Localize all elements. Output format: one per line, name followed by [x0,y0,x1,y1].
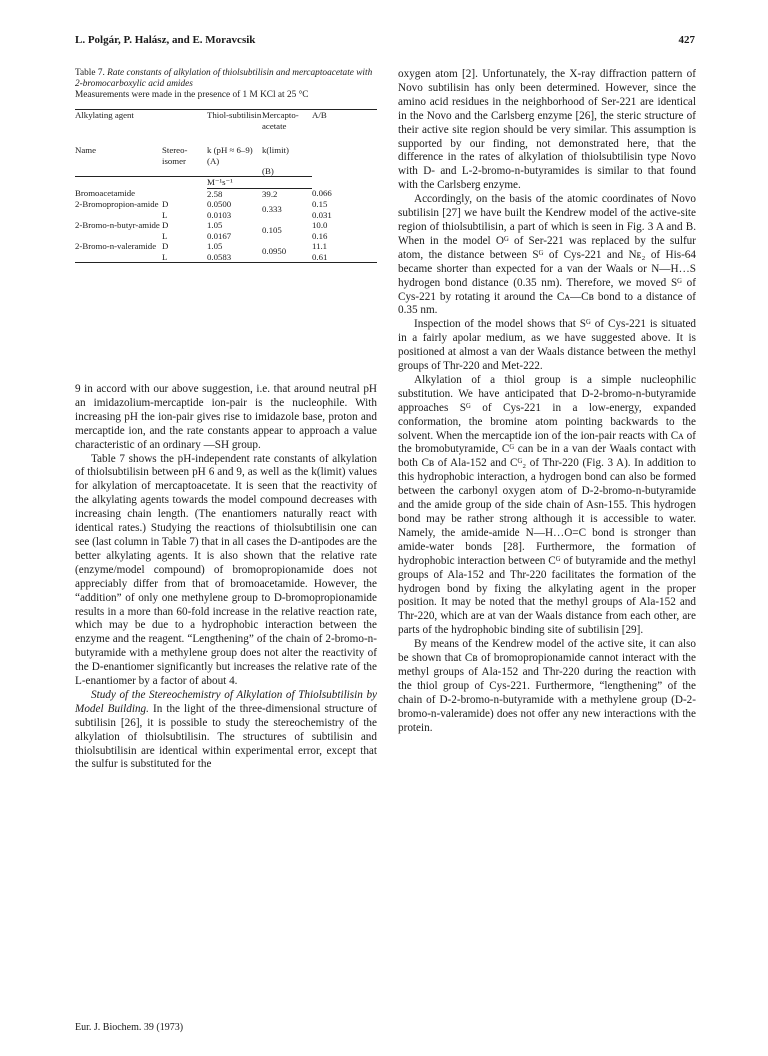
isomer-l: L [162,209,168,220]
left-column-text [75,383,377,772]
value-b: 0.105 [262,225,282,236]
table-row [75,199,377,220]
value-a-d: 0.0500 [207,199,232,209]
sub-head-k-ph: k (pH ≈ 6–9) [207,145,253,155]
table-block [75,68,377,263]
table-label: Table 7. [75,68,105,78]
isomer-l: L [162,230,168,241]
value-ab-l: 0.16 [312,230,328,241]
value-b: 0.0950 [262,241,312,263]
table-row [75,188,377,199]
rate-constants-table [75,109,377,263]
value-a: 2.58 [207,188,223,199]
table-caption [75,68,377,101]
page-number: 427 [678,34,695,46]
paragraph: oxygen atom [2]. Unfortunately, the X-ray diffraction pattern of Novo subtilisin has only been determined. However, since the amino acid residues in the neighborhood of Ser-221 are identical in the Novo and the Carlsberg enzyme [26], the steric structure of their active site region should be very similar. This assumption is supported by our finding, not demonstrated here, that the difference in the rates of alkylation of thiolsubtilisin type Novo with D- and L-2-bromo-n-butyramides is similar to that found with the Carlsberg enzyme. [398,68,696,192]
value-a-d: 1.05 [207,241,223,251]
table-note: Measurements were made in the presence of 1 M KCl at 25 °C [75,90,309,100]
value-ab-d: 10.0 [312,220,328,230]
sub-head-name: Name [75,131,162,177]
value-ab: 0.066 [312,188,332,198]
value-ab-d: 0.15 [312,199,328,209]
right-column-text [398,68,696,736]
table-title: Rate constants of alkylation of thiolsubtilisin and mercaptoacetate with 2-bromocarboxylic acid amides [75,68,373,89]
paragraph: Table 7 shows the pH-independent rate constants of alkylation of thiolsubtilisin between pH 6 and 9, as well as the k(limit) values for alkylation of mercaptoacetate. It is seen that the reactivity of the alkylating agents towards the model compound decreases with increasing chain length. (The enantiomers naturally react with identical rates.) Studying the reactions of thiolsubtilisin one can see (last column in Table 7) that in all cases the D-antipodes are the better alkylating agents. It is also shown that the relative rate (enzyme/model compound) of bromopropionamide does not appreciably differ from that of bromoacetamide. However, the “addition” of only one methylene group to D-bromopropionamide results in a more than 60-fold increase in the relative reaction rate, which may be due to a hydrophobic interaction between the enzyme and the reagent. “Lengthening” of the chain of 2-bromo-n-butyramide with a methylene group does not alter the reactivity of the D-enantiomer significantly but increases the relative rate of the L-enantiomer by a factor of about 4. [75,452,377,688]
section-heading: Study of the Stereochemistry of Alkylation of Thiolsubtilisin by Model Building. [75,688,377,715]
header-authors: L. Polgár, P. Halász, and E. Moravcsik [75,34,256,46]
running-header [75,34,695,46]
agent-name: Bromoacetamide [75,188,136,198]
value-ab-d: 11.1 [312,241,328,251]
paragraph [75,689,377,772]
value-a-l: 0.0103 [207,209,232,220]
paragraph: Accordingly, on the basis of the atomic coordinates of Novo subtilisin [27] we have built the Kendrew model of the active-site region of thiolsubtilisin, a part of which is seen in Fig. 3 A and B. When in the model Oᴳ of Ser-221 was replaced by the sulfur atom, the distance between Sᴳ of Cys-221 and Nᴇ₂ of His-64 became shorter than expected for a van der Waals or N—H…S hydrogen bond distance (0.35 nm). Therefore, we moved Sᴳ of Cys-221 by rotating it around the Cᴀ—Cʙ bond to a distance of 0.35 nm. [398,193,696,317]
isomer-d: D [162,199,169,209]
agent-name: 2-Bromo-n-valeramide [75,241,162,263]
sub-head-stereo: Stereo-isomer [162,131,207,177]
col-head-mercapto: Mercapto-acetate [262,110,312,132]
journal-footer: Eur. J. Biochem. 39 (1973) [75,1022,184,1033]
paragraph: Inspection of the model shows that Sᴳ of Cys-221 is situated in a fairly apolar medium, as we have suggested above. It is positioned at almost a van der Waals distance between the methyl groups of Thr-220 and Met-222. [398,318,696,373]
col-head-agent: Alkylating agent [75,110,207,132]
col-head-ab: A/B [312,110,377,132]
agent-name: 2-Bromo-n-butyr-amide [75,220,160,230]
paragraph: Alkylation of a thiol group is a simple nucleophilic substitution. We have anticipated that D-2-bromo-n-butyramide approaches Sᴳ of Cys-221 in a low-energy, expanded conformation, the bromine atom pointing backwards to the solvent. When the mercaptide ion of the ion-pair reacts with Cᴀ of the bromobutyramide, Cᴳ can be in a van der Waals contact with both Cʙ of Ala-152 and Cᴳ₂ of Thr-220 (Fig. 3 A). In addition to this hydrophobic interaction, a hydrogen bond can also be formed between the carbonyl oxygen atom of D-2-bromo-n-butyramide and the amide group of the side chain of Asn-155. This hydrogen bond may be rather strong although it is accessible to water. Namely, the amide-amide N—H…O=C bond is stronger than amide-water bonds [28]. Furthermore, the formation of hydrophobic interaction between Cᴳ of butyramide and the methyl groups of Ala-152 and Thr-220 facilitates the formation of the hydrogen bond by fixing the alkylating agent in the proper position. It may be noted that the methyl groups of Ala-152 and Thr-220, which are at van der Waals distance from each other, are parts of the hydrophobic binding site of subtilisin [29]. [398,373,696,637]
paragraph: 9 in accord with our above suggestion, i.e. that around neutral pH an imidazolium-mercaptide ion-pair is the nucleophile. With increasing pH the ion-pair gives rise to imidazole base, proton and mercaptide ion, and the rate constants appear to approach a value characteristic of an ordinary —SH group. [75,383,377,451]
table-row [75,241,377,263]
col-head-thiol: Thiol-subtilisin [207,110,262,132]
value-ab-l: 0.031 [312,209,332,220]
sub-head-b: (B) [262,165,274,176]
sub-head-klimit: k(limit) [262,145,289,155]
value-b: 0.333 [262,204,282,215]
paragraph-body: In the light of the three-dimensional structure of subtilisin [26], it is possible to study the stereochemistry of the alkylation of thiolsubtilisin. The structures of subtilisin and thiolsubtilisin are identical within experimental error, except that the sulfur is substituted for the [75,702,377,771]
isomer-d: D [162,220,169,230]
table-row [75,220,377,241]
value-a-l: 0.0583 [207,251,232,262]
value-a-d: 1.05 [207,220,223,230]
isomer-d: D [162,241,169,251]
paragraph: By means of the Kendrew model of the active site, it can also be shown that Cʙ of bromopropionamide cannot interact with the methyl groups of Ala-152 and Thr-220 during the reaction with the thiol group of Cys-221. Furthermore, “lengthening” of the chain of D-2-bromo-n-butyramide with a methylene group (D-2-bromo-n-valeramide) does not offer any new interactions with the protein. [398,638,696,734]
sub-head-a: (A) [207,155,220,166]
value-a-l: 0.0167 [207,230,232,241]
value-ab-l: 0.61 [312,251,328,262]
units-label: M⁻¹s⁻¹ [207,177,312,189]
isomer-l: L [162,251,168,262]
value-b: 39.2 [262,188,278,199]
agent-name: 2-Bromopropion-amide [75,199,159,209]
